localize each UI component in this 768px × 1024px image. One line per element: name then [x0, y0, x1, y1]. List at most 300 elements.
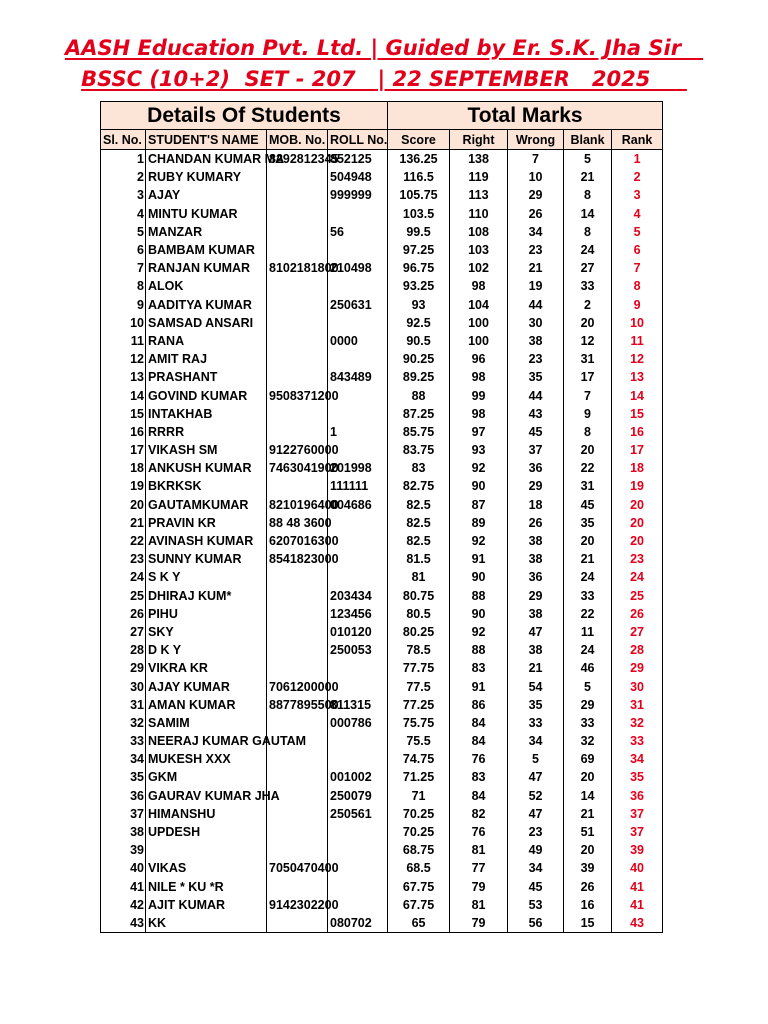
- table-row: [101, 587, 663, 605]
- cell-rank: 3: [612, 186, 663, 204]
- cell-score: 97.25: [388, 241, 450, 259]
- cell-right: 98: [450, 405, 508, 423]
- cell-score: 80.75: [388, 587, 450, 605]
- cell-student-name: RANJAN KUMAR: [146, 259, 267, 277]
- cell-rank: 39: [612, 841, 663, 859]
- cell-roll-no: 0000: [328, 332, 388, 350]
- cell-mob-no: [267, 205, 328, 223]
- cell-mob-no: [267, 878, 328, 896]
- col-right: Right: [450, 130, 508, 150]
- cell-right: 100: [450, 332, 508, 350]
- cell-student-name: AMAN KUMAR: [146, 696, 267, 714]
- cell-score: 70.25: [388, 805, 450, 823]
- cell-score: 93: [388, 296, 450, 314]
- cell-wrong: 44: [508, 296, 564, 314]
- cell-score: 68.75: [388, 841, 450, 859]
- cell-sl-no: 6: [101, 241, 146, 259]
- cell-right: 86: [450, 696, 508, 714]
- cell-score: 82.5: [388, 532, 450, 550]
- cell-student-name: [146, 841, 267, 859]
- cell-right: 89: [450, 514, 508, 532]
- cell-rank: 34: [612, 750, 663, 768]
- cell-student-name: PRAVIN KR: [146, 514, 267, 532]
- cell-roll-no: [328, 841, 388, 859]
- table-row: [101, 259, 663, 277]
- cell-mob-no: 8877895500: [267, 696, 328, 714]
- table-row: [101, 314, 663, 332]
- cell-sl-no: 16: [101, 423, 146, 441]
- cell-mob-no: [267, 841, 328, 859]
- table-row: [101, 441, 663, 459]
- table-row: [101, 168, 663, 186]
- table-row: [101, 568, 663, 586]
- cell-sl-no: 28: [101, 641, 146, 659]
- cell-blank: 16: [564, 896, 612, 914]
- cell-wrong: 29: [508, 477, 564, 495]
- cell-right: 92: [450, 459, 508, 477]
- cell-right: 79: [450, 914, 508, 933]
- cell-blank: 8: [564, 223, 612, 241]
- cell-blank: 33: [564, 587, 612, 605]
- table-row: [101, 787, 663, 805]
- table-row: [101, 368, 663, 386]
- cell-roll-no: 250631: [328, 296, 388, 314]
- cell-wrong: 35: [508, 696, 564, 714]
- cell-score: 65: [388, 914, 450, 933]
- cell-rank: 19: [612, 477, 663, 495]
- cell-student-name: AJAY: [146, 186, 267, 204]
- cell-score: 105.75: [388, 186, 450, 204]
- cell-mob-no: [267, 332, 328, 350]
- table-row: [101, 386, 663, 404]
- cell-blank: 31: [564, 477, 612, 495]
- cell-rank: 31: [612, 696, 663, 714]
- cell-mob-no: [267, 277, 328, 295]
- cell-blank: 45: [564, 496, 612, 514]
- cell-blank: 21: [564, 550, 612, 568]
- cell-sl-no: 9: [101, 296, 146, 314]
- cell-blank: 27: [564, 259, 612, 277]
- cell-sl-no: 32: [101, 714, 146, 732]
- cell-blank: 14: [564, 787, 612, 805]
- cell-roll-no: 852125: [328, 150, 388, 169]
- cell-blank: 17: [564, 368, 612, 386]
- table-row: [101, 714, 663, 732]
- cell-blank: 5: [564, 150, 612, 169]
- cell-score: 90.25: [388, 350, 450, 368]
- cell-rank: 4: [612, 205, 663, 223]
- cell-mob-no: [267, 714, 328, 732]
- cell-blank: 11: [564, 623, 612, 641]
- cell-rank: 9: [612, 296, 663, 314]
- cell-roll-no: 811315: [328, 696, 388, 714]
- cell-wrong: 5: [508, 750, 564, 768]
- table-row: [101, 496, 663, 514]
- cell-score: 77.25: [388, 696, 450, 714]
- cell-roll-no: [328, 750, 388, 768]
- cell-student-name: HIMANSHU: [146, 805, 267, 823]
- cell-wrong: 45: [508, 878, 564, 896]
- cell-student-name: GAUTAMKUMAR: [146, 496, 267, 514]
- cell-score: 74.75: [388, 750, 450, 768]
- cell-rank: 26: [612, 605, 663, 623]
- section-details-of-students: Details Of Students: [101, 102, 388, 130]
- table-row: [101, 677, 663, 695]
- cell-right: 83: [450, 768, 508, 786]
- cell-rank: 41: [612, 878, 663, 896]
- cell-sl-no: 29: [101, 659, 146, 677]
- cell-roll-no: [328, 514, 388, 532]
- cell-roll-no: [328, 277, 388, 295]
- cell-right: 102: [450, 259, 508, 277]
- cell-sl-no: 11: [101, 332, 146, 350]
- cell-wrong: 56: [508, 914, 564, 933]
- table-row: [101, 514, 663, 532]
- cell-score: 68.5: [388, 859, 450, 877]
- cell-right: 103: [450, 241, 508, 259]
- cell-roll-no: [328, 241, 388, 259]
- cell-student-name: BKRKSK: [146, 477, 267, 495]
- cell-score: 103.5: [388, 205, 450, 223]
- cell-mob-no: 9508371200: [267, 386, 328, 404]
- cell-wrong: 34: [508, 223, 564, 241]
- table-row: [101, 641, 663, 659]
- cell-student-name: GKM: [146, 768, 267, 786]
- col-mob-no: MOB. No.: [267, 130, 328, 150]
- cell-rank: 8: [612, 277, 663, 295]
- cell-score: 71: [388, 787, 450, 805]
- cell-roll-no: 999999: [328, 186, 388, 204]
- cell-sl-no: 4: [101, 205, 146, 223]
- table-row: [101, 241, 663, 259]
- cell-right: 97: [450, 423, 508, 441]
- table-row: [101, 841, 663, 859]
- header-line-2: BSSC (10+2) SET - 207 | 22 SEPTEMBER 2025: [81, 67, 687, 91]
- cell-mob-no: 88 48 3600: [267, 514, 328, 532]
- cell-right: 84: [450, 787, 508, 805]
- cell-score: 87.25: [388, 405, 450, 423]
- table-row: [101, 605, 663, 623]
- cell-student-name: AJIT KUMAR: [146, 896, 267, 914]
- cell-right: 90: [450, 605, 508, 623]
- cell-mob-no: 7463041900: [267, 459, 328, 477]
- cell-blank: 12: [564, 332, 612, 350]
- cell-roll-no: [328, 659, 388, 677]
- cell-student-name: PRASHANT: [146, 368, 267, 386]
- cell-blank: 20: [564, 841, 612, 859]
- table-row: [101, 332, 663, 350]
- cell-roll-no: [328, 732, 388, 750]
- cell-roll-no: 201998: [328, 459, 388, 477]
- cell-blank: 33: [564, 714, 612, 732]
- cell-sl-no: 37: [101, 805, 146, 823]
- cell-student-name: SAMIM: [146, 714, 267, 732]
- cell-blank: 15: [564, 914, 612, 933]
- cell-wrong: 36: [508, 568, 564, 586]
- cell-score: 67.75: [388, 878, 450, 896]
- cell-right: 88: [450, 587, 508, 605]
- cell-right: 76: [450, 750, 508, 768]
- cell-sl-no: 35: [101, 768, 146, 786]
- cell-sl-no: 30: [101, 677, 146, 695]
- cell-wrong: 37: [508, 441, 564, 459]
- cell-right: 91: [450, 550, 508, 568]
- cell-blank: 46: [564, 659, 612, 677]
- table-row: [101, 659, 663, 677]
- cell-mob-no: [267, 241, 328, 259]
- cell-mob-no: [267, 641, 328, 659]
- cell-right: 113: [450, 186, 508, 204]
- cell-sl-no: 43: [101, 914, 146, 933]
- cell-mob-no: 8210196400: [267, 496, 328, 514]
- cell-student-name: D K Y: [146, 641, 267, 659]
- cell-student-name: UPDESH: [146, 823, 267, 841]
- table-row: [101, 696, 663, 714]
- col-sl-no: Sl. No.: [101, 130, 146, 150]
- cell-roll-no: 203434: [328, 587, 388, 605]
- cell-blank: 39: [564, 859, 612, 877]
- cell-sl-no: 15: [101, 405, 146, 423]
- results-table: [100, 101, 663, 933]
- cell-blank: 8: [564, 423, 612, 441]
- table-row: [101, 277, 663, 295]
- cell-wrong: 38: [508, 605, 564, 623]
- cell-mob-no: 8292812345: [267, 150, 328, 169]
- cell-right: 83: [450, 659, 508, 677]
- cell-rank: 15: [612, 405, 663, 423]
- cell-right: 92: [450, 532, 508, 550]
- cell-sl-no: 21: [101, 514, 146, 532]
- cell-rank: 29: [612, 659, 663, 677]
- cell-score: 70.25: [388, 823, 450, 841]
- cell-wrong: 19: [508, 277, 564, 295]
- cell-right: 82: [450, 805, 508, 823]
- table-row: [101, 623, 663, 641]
- cell-roll-no: 250561: [328, 805, 388, 823]
- cell-right: 98: [450, 277, 508, 295]
- cell-wrong: 23: [508, 350, 564, 368]
- cell-blank: 8: [564, 186, 612, 204]
- cell-rank: 16: [612, 423, 663, 441]
- cell-right: 99: [450, 386, 508, 404]
- cell-student-name: SKY: [146, 623, 267, 641]
- cell-score: 67.75: [388, 896, 450, 914]
- cell-student-name: GOVIND KUMAR: [146, 386, 267, 404]
- cell-mob-no: [267, 223, 328, 241]
- cell-blank: 20: [564, 532, 612, 550]
- cell-student-name: VIKASH SM: [146, 441, 267, 459]
- cell-sl-no: 18: [101, 459, 146, 477]
- cell-blank: 22: [564, 459, 612, 477]
- cell-wrong: 52: [508, 787, 564, 805]
- cell-sl-no: 42: [101, 896, 146, 914]
- cell-score: 75.75: [388, 714, 450, 732]
- cell-blank: 33: [564, 277, 612, 295]
- cell-student-name: KK: [146, 914, 267, 933]
- cell-rank: 11: [612, 332, 663, 350]
- table-row: [101, 859, 663, 877]
- cell-wrong: 38: [508, 332, 564, 350]
- cell-right: 81: [450, 896, 508, 914]
- cell-roll-no: 111111: [328, 477, 388, 495]
- cell-sl-no: 20: [101, 496, 146, 514]
- cell-wrong: 7: [508, 150, 564, 169]
- cell-rank: 41: [612, 896, 663, 914]
- cell-student-name: AJAY KUMAR: [146, 677, 267, 695]
- cell-blank: 7: [564, 386, 612, 404]
- cell-score: 81.5: [388, 550, 450, 568]
- cell-student-name: SAMSAD ANSARI: [146, 314, 267, 332]
- cell-student-name: RANA: [146, 332, 267, 350]
- table-row: [101, 823, 663, 841]
- cell-right: 77: [450, 859, 508, 877]
- table-row: [101, 150, 663, 169]
- cell-roll-no: 56: [328, 223, 388, 241]
- cell-student-name: MINTU KUMAR: [146, 205, 267, 223]
- cell-blank: 31: [564, 350, 612, 368]
- cell-student-name: DHIRAJ KUM*: [146, 587, 267, 605]
- table-row: [101, 550, 663, 568]
- cell-rank: 43: [612, 914, 663, 933]
- cell-score: 75.5: [388, 732, 450, 750]
- cell-sl-no: 36: [101, 787, 146, 805]
- cell-blank: 69: [564, 750, 612, 768]
- cell-student-name: RRRR: [146, 423, 267, 441]
- cell-wrong: 23: [508, 241, 564, 259]
- cell-roll-no: [328, 878, 388, 896]
- cell-mob-no: [267, 914, 328, 933]
- cell-mob-no: [267, 423, 328, 441]
- table-row: [101, 532, 663, 550]
- table-row: [101, 350, 663, 368]
- cell-rank: 25: [612, 587, 663, 605]
- cell-wrong: 18: [508, 496, 564, 514]
- cell-roll-no: 504948: [328, 168, 388, 186]
- col-roll-no: ROLL No.: [328, 130, 388, 150]
- cell-right: 84: [450, 714, 508, 732]
- cell-sl-no: 1: [101, 150, 146, 169]
- table-row: [101, 296, 663, 314]
- cell-sl-no: 5: [101, 223, 146, 241]
- cell-rank: 36: [612, 787, 663, 805]
- cell-sl-no: 41: [101, 878, 146, 896]
- cell-mob-no: [267, 659, 328, 677]
- cell-wrong: 29: [508, 186, 564, 204]
- cell-student-name: ANKUSH KUMAR: [146, 459, 267, 477]
- cell-blank: 20: [564, 314, 612, 332]
- col-wrong: Wrong: [508, 130, 564, 150]
- table-row: [101, 223, 663, 241]
- cell-rank: 35: [612, 768, 663, 786]
- cell-score: 80.25: [388, 623, 450, 641]
- cell-roll-no: 010120: [328, 623, 388, 641]
- table-row: [101, 914, 663, 933]
- cell-student-name: SUNNY KUMAR: [146, 550, 267, 568]
- cell-blank: 21: [564, 168, 612, 186]
- cell-blank: 29: [564, 696, 612, 714]
- cell-right: 100: [450, 314, 508, 332]
- cell-blank: 24: [564, 568, 612, 586]
- cell-mob-no: [267, 350, 328, 368]
- cell-student-name: S K Y: [146, 568, 267, 586]
- cell-mob-no: [267, 568, 328, 586]
- section-total-marks: Total Marks: [388, 102, 663, 130]
- cell-rank: 10: [612, 314, 663, 332]
- cell-rank: 30: [612, 677, 663, 695]
- cell-roll-no: [328, 568, 388, 586]
- cell-wrong: 45: [508, 423, 564, 441]
- table-row: [101, 186, 663, 204]
- cell-roll-no: 080702: [328, 914, 388, 933]
- cell-sl-no: 34: [101, 750, 146, 768]
- cell-wrong: 43: [508, 405, 564, 423]
- cell-rank: 12: [612, 350, 663, 368]
- table-row: [101, 768, 663, 786]
- col-rank: Rank: [612, 130, 663, 150]
- cell-right: 96: [450, 350, 508, 368]
- cell-sl-no: 40: [101, 859, 146, 877]
- cell-sl-no: 13: [101, 368, 146, 386]
- cell-score: 85.75: [388, 423, 450, 441]
- cell-rank: 28: [612, 641, 663, 659]
- cell-score: 71.25: [388, 768, 450, 786]
- cell-score: 96.75: [388, 259, 450, 277]
- cell-mob-no: [267, 805, 328, 823]
- cell-blank: 14: [564, 205, 612, 223]
- cell-rank: 17: [612, 441, 663, 459]
- col-blank: Blank: [564, 130, 612, 150]
- cell-score: 136.25: [388, 150, 450, 169]
- cell-blank: 9: [564, 405, 612, 423]
- cell-blank: 2: [564, 296, 612, 314]
- cell-roll-no: 000786: [328, 714, 388, 732]
- cell-mob-no: 9122760000: [267, 441, 328, 459]
- table-row: [101, 205, 663, 223]
- cell-wrong: 29: [508, 587, 564, 605]
- table-row: [101, 405, 663, 423]
- cell-sl-no: 7: [101, 259, 146, 277]
- cell-sl-no: 8: [101, 277, 146, 295]
- cell-right: 110: [450, 205, 508, 223]
- cell-blank: 32: [564, 732, 612, 750]
- cell-sl-no: 2: [101, 168, 146, 186]
- cell-right: 76: [450, 823, 508, 841]
- cell-rank: 2: [612, 168, 663, 186]
- cell-blank: 22: [564, 605, 612, 623]
- cell-sl-no: 14: [101, 386, 146, 404]
- cell-roll-no: 843489: [328, 368, 388, 386]
- cell-sl-no: 10: [101, 314, 146, 332]
- cell-right: 91: [450, 677, 508, 695]
- cell-sl-no: 33: [101, 732, 146, 750]
- cell-mob-no: 8102181800: [267, 259, 328, 277]
- cell-right: 90: [450, 477, 508, 495]
- cell-blank: 21: [564, 805, 612, 823]
- header-line-1: AASH Education Pvt. Ltd. | Guided by Er. S.K. Jha Sir: [64, 36, 704, 60]
- cell-rank: 32: [612, 714, 663, 732]
- table-row: [101, 423, 663, 441]
- table-row: [101, 805, 663, 823]
- cell-roll-no: [328, 205, 388, 223]
- cell-sl-no: 12: [101, 350, 146, 368]
- cell-student-name: NILE * KU *R: [146, 878, 267, 896]
- cell-sl-no: 25: [101, 587, 146, 605]
- cell-wrong: 34: [508, 732, 564, 750]
- cell-right: 119: [450, 168, 508, 186]
- cell-sl-no: 31: [101, 696, 146, 714]
- cell-score: 93.25: [388, 277, 450, 295]
- cell-rank: 5: [612, 223, 663, 241]
